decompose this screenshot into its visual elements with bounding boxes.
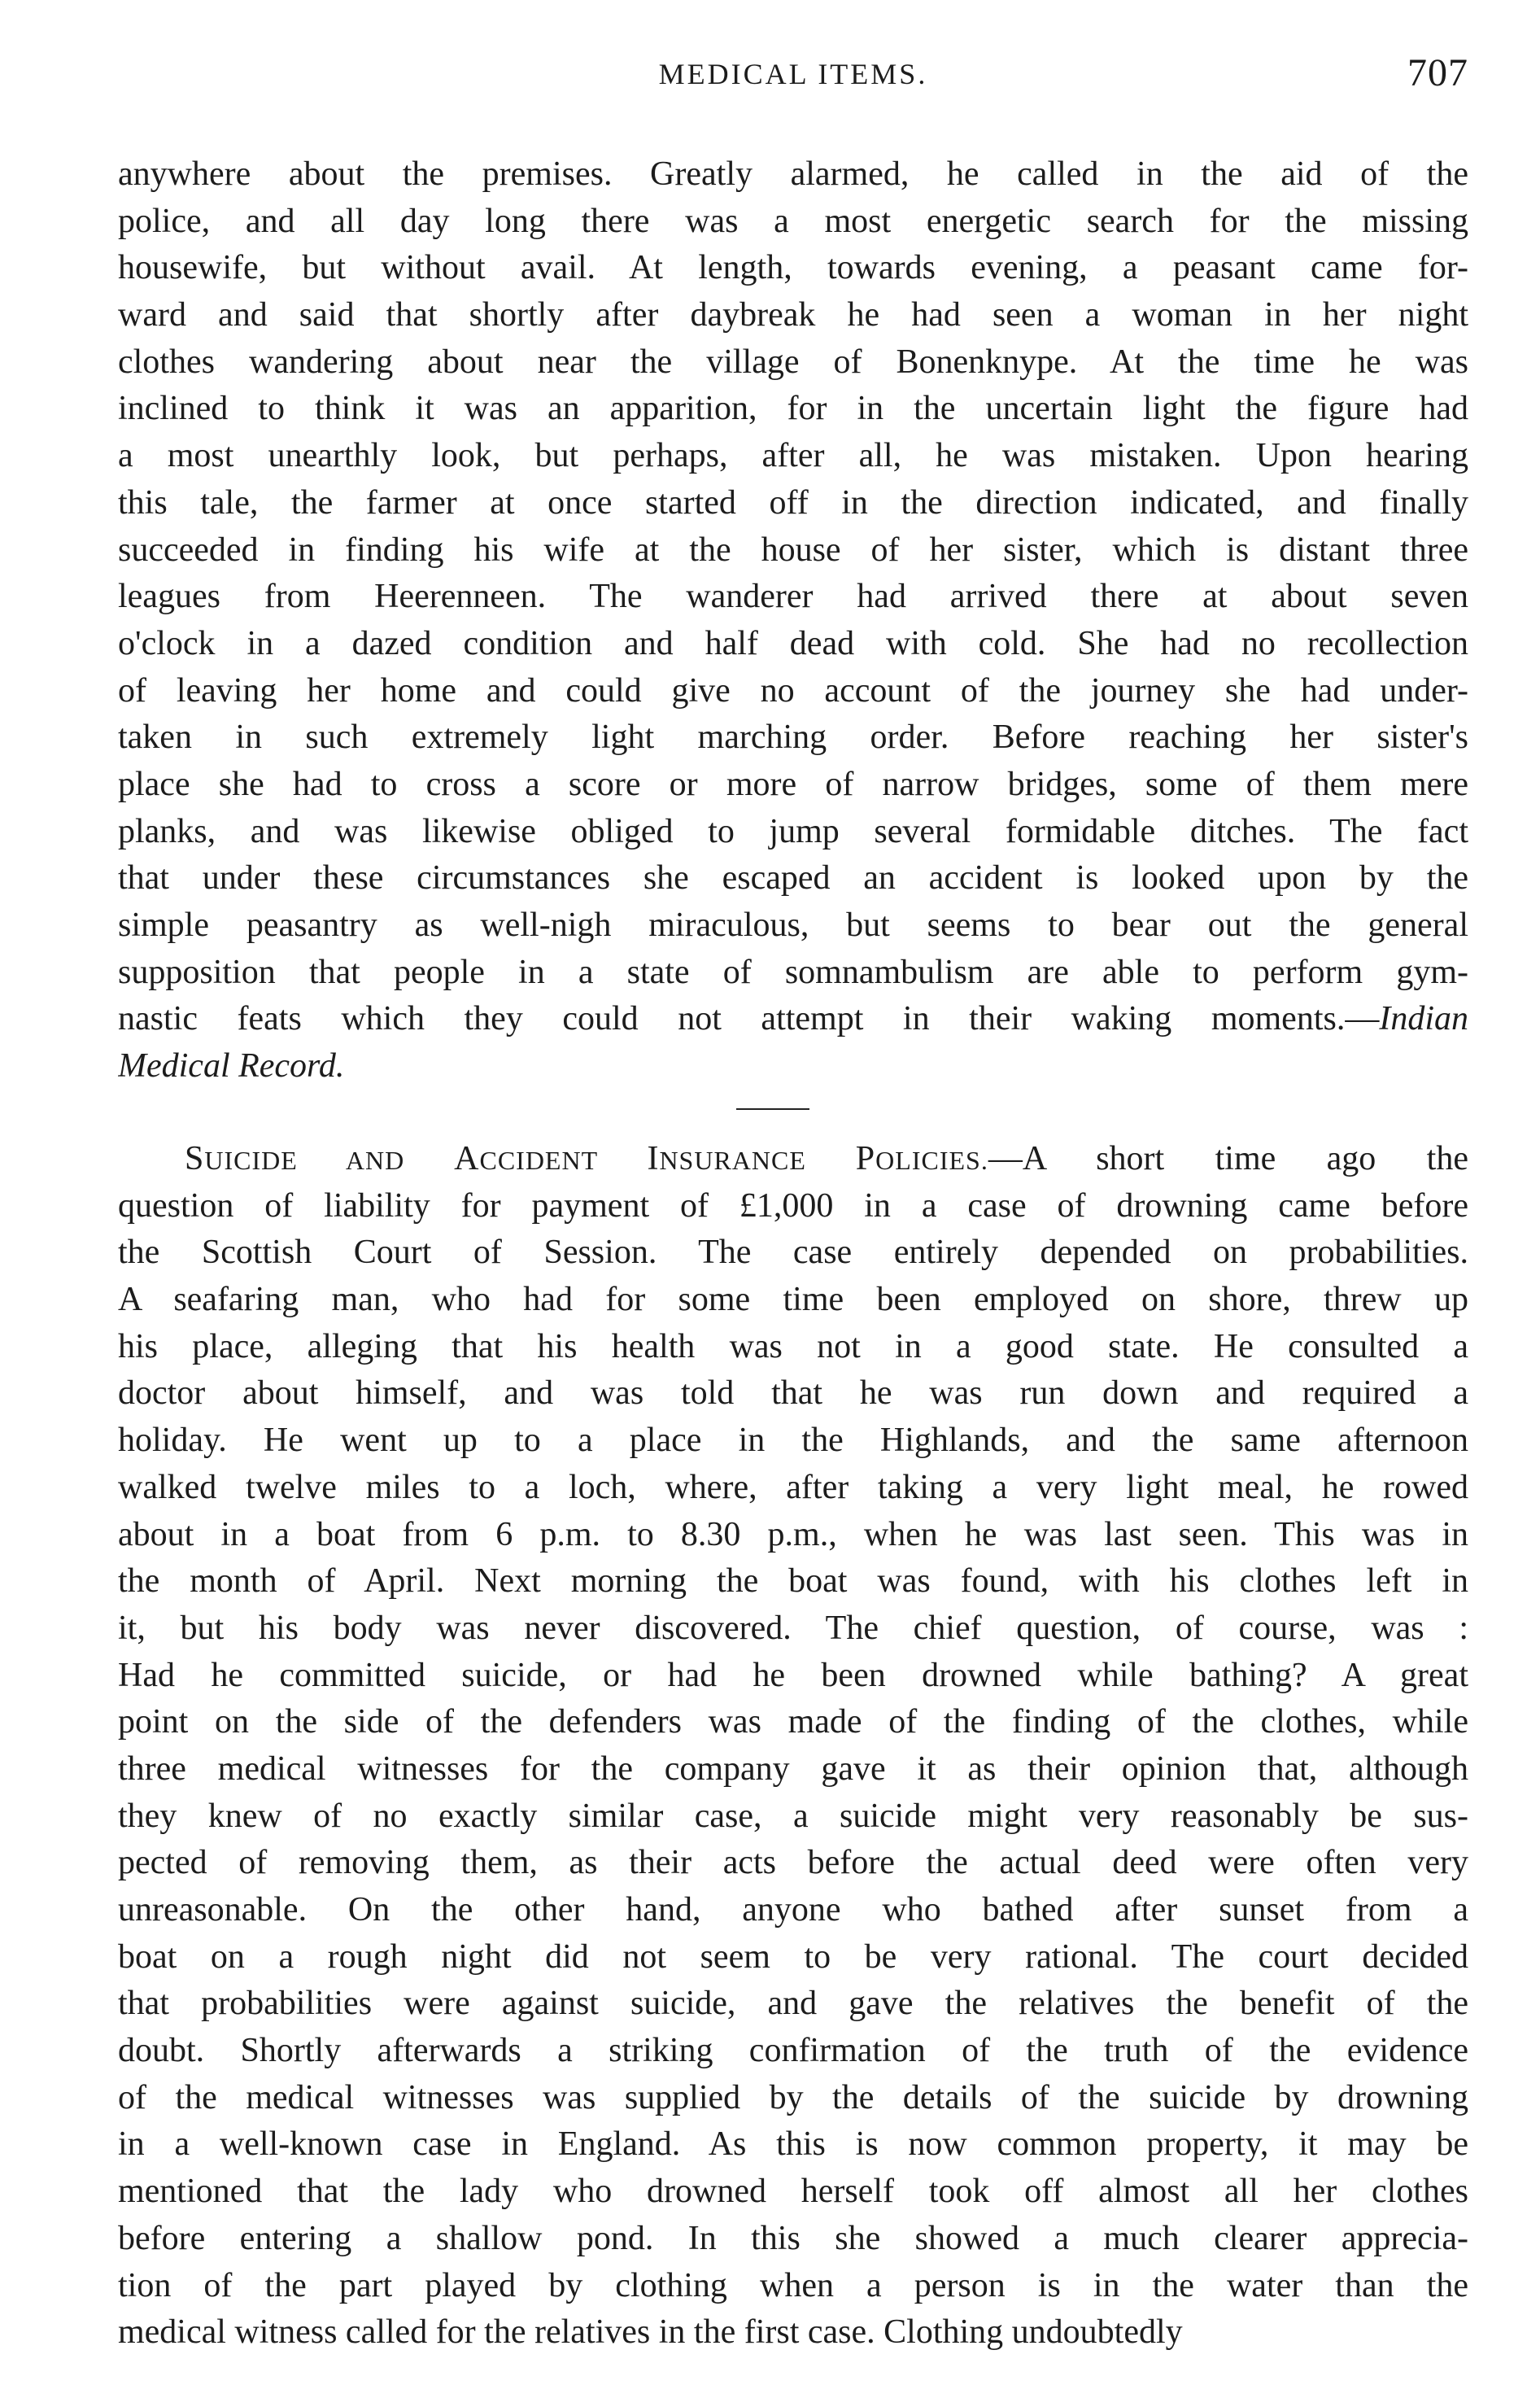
line-text: —A short time ago the (988, 1140, 1468, 1177)
text-line: boat on a rough night did not seem to be very rational. The court decided (118, 1937, 1468, 1976)
text-line: this tale, the farmer at once started off in the direction indicated, and finally (118, 483, 1468, 522)
article-suicide-insurance (118, 1136, 1468, 2357)
text-line: taken in such extremely light marching order. Before reaching her sister's (118, 719, 1468, 757)
text-line: three medical witnesses for the company gave it as their opinion that, although (118, 1749, 1468, 1788)
text-line: of leaving her home and could give no account of the journey she had under- (118, 671, 1468, 710)
text-line (118, 996, 1468, 1043)
text-line: planks, and was likewise obliged to jump several formidable ditches. The fact (118, 812, 1468, 850)
text-line: police, and all day long there was a most energetic search for the missing (118, 202, 1468, 240)
text-line: about in a boat from 6 p.m. to 8.30 p.m., when he was last seen. This was in (118, 1515, 1468, 1553)
text-line: walked twelve miles to a loch, where, after taking a very light meal, he rowed (118, 1468, 1468, 1506)
text-line: o'clock in a dazed condition and half dead with cold. She had no recollection (118, 624, 1468, 662)
text-line: his place, alleging that his health was not in a good state. He consulted a (118, 1327, 1468, 1365)
section-divider (736, 1108, 809, 1110)
text-line: supposition that people in a state of somnambulism are able to perform gym- (118, 953, 1468, 991)
text-line: Had he committed suicide, or had he been drowned while bathing? A great (118, 1656, 1468, 1694)
text-line: point on the side of the defenders was made of the finding of the clothes, while (118, 1703, 1468, 1741)
text-line: before entering a shallow pond. In this she showed a much clearer apprecia- (118, 2219, 1468, 2257)
running-head (118, 50, 1468, 116)
text-line: that probabilities were against suicide, and gave the relatives the benefit of the (118, 1985, 1468, 2023)
text-line: ward and said that shortly after daybreak he had seen a woman in her night (118, 296, 1468, 334)
text-line: succeeded in finding his wife at the house of her sister, which is distant three (118, 531, 1468, 569)
text-line: tion of the part played by clothing when a person is in the water than the (118, 2266, 1468, 2304)
text-line: anywhere about the premises. Greatly alarmed, he called in the aid of the (118, 155, 1468, 193)
text-line: doctor about himself, and was told that he was run down and required a (118, 1374, 1468, 1413)
text-line: the month of April. Next morning the boat was found, with his clothes left in (118, 1562, 1468, 1601)
article-somnambulism-continued (118, 151, 1468, 1090)
text-line: leagues from Heerenneen. The wanderer had arrived there at about seven (118, 578, 1468, 616)
source-citation: Medical Record. (118, 1047, 345, 1085)
text-line: of the medical witnesses was supplied by the details of the suicide by drowning (118, 2078, 1468, 2116)
text-line: doubt. Shortly afterwards a striking confirmation of the truth of the evidence (118, 2032, 1468, 2070)
running-title: MEDICAL ITEMS. (658, 58, 928, 90)
text-line: holiday. He went up to a place in the Highlands, and the same afternoon (118, 1422, 1468, 1460)
article-first-line (118, 1136, 1468, 1183)
text-line: pected of removing them, as their acts before the actual deed were often very (118, 1844, 1468, 1882)
text-line: that under these circumstances she escaped an accident is looked upon by the (118, 859, 1468, 898)
text-line: A seafaring man, who had for some time been employed on shore, threw up (118, 1281, 1468, 1319)
text-line: question of liability for payment of £1,000 in a case of drowning came before (118, 1186, 1468, 1225)
text-line: in a well-known case in England. As this is now common property, it may be (118, 2125, 1468, 2164)
text-line: medical witness called for the relatives in the first case. Clothing undoubtedly (118, 2313, 1183, 2352)
text-line: mentioned that the lady who drowned herself took off almost all her clothes (118, 2173, 1468, 2211)
text-line: clothes wandering about near the village of Bonenknype. At the time he was (118, 343, 1468, 381)
page-number: 707 (1407, 51, 1468, 94)
text-line: place she had to cross a score or more of narrow bridges, some of them mere (118, 765, 1468, 803)
text-line: they knew of no exactly similar case, a suicide might very reasonably be sus- (118, 1797, 1468, 1835)
text-line: inclined to think it was an apparition, for in the uncertain light the figure had (118, 390, 1468, 428)
source-citation: Indian (1379, 1000, 1468, 1038)
article-title: SUICIDE AND ACCIDENT INSURANCE POLICIES. (185, 1140, 988, 1177)
text-line: it, but his body was never discovered. The chief question, of course, was : (118, 1609, 1468, 1647)
text-line: unreasonable. On the other hand, anyone who bathed after sunset from a (118, 1891, 1468, 1928)
text-line: the Scottish Court of Session. The case entirely depended on probabilities. (118, 1234, 1468, 1272)
line-text: nastic feats which they could not attempt in their waking moments.— (118, 1000, 1380, 1038)
text-line: simple peasantry as well-nigh miraculous, but seems to bear out the general (118, 906, 1468, 944)
text-line: a most unearthly look, but perhaps, after all, he was mistaken. Upon hearing (118, 437, 1468, 475)
text-line: housewife, but without avail. At length, towards evening, a peasant came for- (118, 249, 1468, 287)
